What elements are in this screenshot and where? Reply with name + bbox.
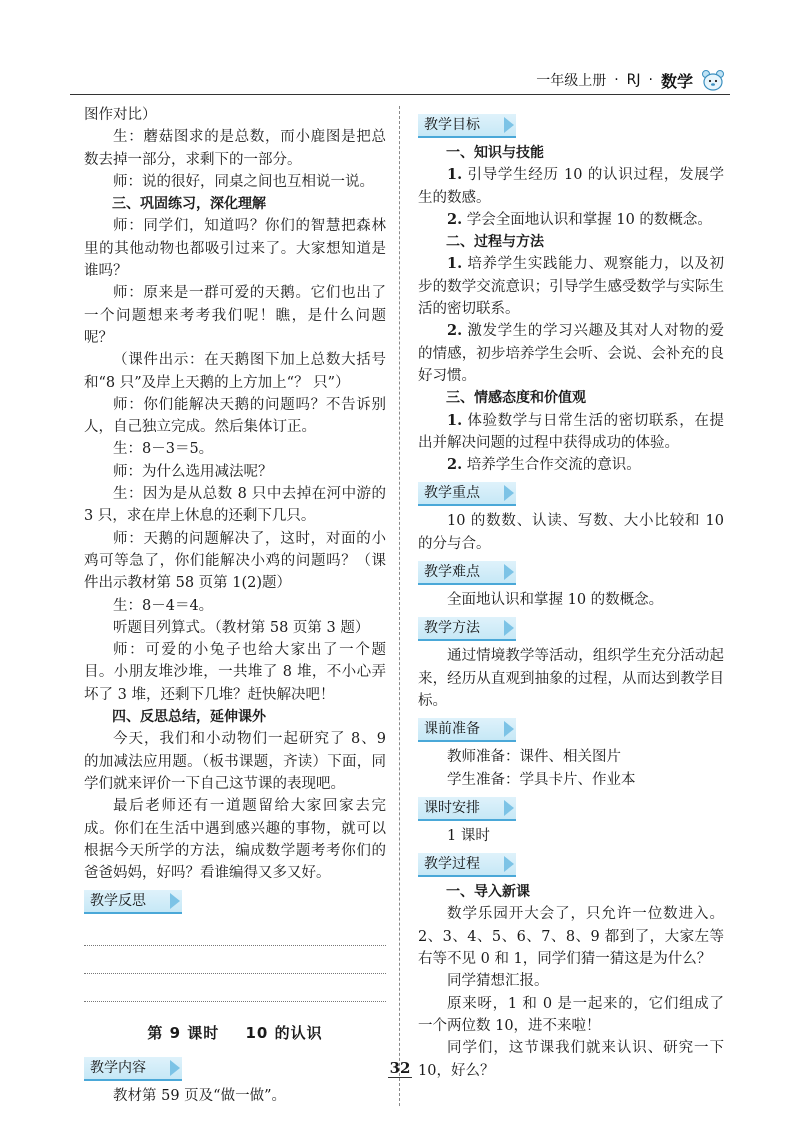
- paragraph: 师：为什么选用减法呢？: [113, 463, 273, 480]
- section-label-preparation: 课前准备: [418, 718, 516, 742]
- paragraph: 同学猜想汇报。: [447, 973, 549, 990]
- goal-text: 培养学生合作交流的意识。: [466, 457, 641, 474]
- section-heading: 一、导入新课: [446, 884, 530, 901]
- paragraph: 生：8－4＝4。: [113, 597, 214, 614]
- writing-line: [84, 972, 386, 974]
- paragraph: 同学们，这节课我们就来认识、研究一下 10，好么？: [418, 1040, 724, 1079]
- section-label-methods: 教学方法: [418, 617, 516, 641]
- goal-number: 2.: [447, 210, 463, 228]
- goal-number: 1.: [447, 255, 463, 273]
- paragraph: 师：你们能解决天鹅的问题吗？不告诉别人，自己独立完成。然后集体订正。: [84, 396, 386, 436]
- right-column: [418, 104, 724, 1082]
- paragraph: （课件出示：在天鹅图下加上总数大括号和“8 只”及岸上天鹅的上方加上“？ 只”）: [84, 352, 386, 391]
- section-heading: 一、知识与技能: [446, 145, 544, 161]
- section-label-schedule: 课时安排: [418, 797, 516, 821]
- goal-text: 引导学生经历 10 的认识过程，发展学生的数感。: [418, 167, 725, 206]
- page-number-text: 32: [389, 1059, 411, 1077]
- header-grade: 一年级上册: [536, 73, 607, 89]
- lesson-topic: 10 的认识: [245, 1024, 323, 1043]
- goal-text: 体验数学与日常生活的密切联系，在提出并解决问题的过程中获得成功的体验。: [418, 412, 725, 451]
- column-divider: [399, 106, 400, 1106]
- section-heading: 四、反思总结，延伸课外: [112, 709, 266, 726]
- paragraph: 通过情境教学等活动，组织学生充分活动起来，经历从直观到抽象的过程，从而达到教学目标。: [418, 648, 724, 709]
- writing-line: [84, 944, 386, 946]
- paragraph: 图作对比）: [84, 107, 157, 123]
- goal-number: 1.: [447, 166, 463, 184]
- section-label-goals: 教学目标: [418, 114, 516, 138]
- goal-number: 2.: [447, 456, 463, 474]
- section-label-key-points: 教学重点: [418, 482, 516, 506]
- header-subject: 数学: [660, 71, 693, 91]
- section-heading: 二、过程与方法: [446, 234, 544, 251]
- section-label-process: 教学过程: [418, 853, 516, 877]
- goal-text: 学会全面地认识和掌握 10 的数概念。: [466, 211, 712, 228]
- lesson-number: 第 9 课时: [147, 1024, 220, 1043]
- writing-line: [84, 1000, 386, 1002]
- paragraph: 生：蘑菇图求的是总数，而小鹿图是把总数去掉一部分，求剩下的一部分。: [84, 129, 386, 168]
- paragraph: 生：因为是从总数 8 只中去掉在河中游的 3 只，求在岸上休息的还剩下几只。: [84, 486, 386, 525]
- paragraph: 教师准备：课件、相关图片: [447, 749, 621, 766]
- running-header: [536, 68, 725, 92]
- paragraph: 最后老师还有一道题留给大家回家去完成。你们在生活中遇到感兴趣的事物，就可以根据今天所学的方法，编成数学题考考你们的爸爸妈妈，好吗？看谁编得又多又好。: [84, 798, 386, 882]
- paragraph: 原来呀，1 和 0 是一起来的，它们组成了一个两位数 10，进不来啦！: [418, 995, 724, 1034]
- header-separator: ·: [614, 72, 619, 88]
- goal-item: [418, 253, 724, 320]
- paragraph: 师：说的很好，同桌之间也互相说一说。: [113, 173, 374, 190]
- goal-number: 2.: [447, 322, 463, 340]
- goal-item: [418, 320, 724, 387]
- goal-text: 激发学生的学习兴趣及其对人对物的爱的情感，初步培养学生会听、会说、会补充的良好习惯。: [418, 323, 725, 384]
- paragraph: 师：原来是一群可爱的天鹅。它们也出了一个问题想来考考我们呢！瞧，是什么问题呢？: [84, 285, 386, 346]
- paragraph: 全面地认识和掌握 10 的数概念。: [447, 592, 664, 609]
- goal-item: [418, 410, 724, 455]
- paragraph: 1 课时: [447, 827, 490, 844]
- header-rule: [70, 94, 730, 95]
- paragraph: 师：可爱的小兔子也给大家出了一个题目。小朋友堆沙堆，一共堆了 8 堆，不小心弄坏了 3 堆，还剩下几堆？赶快解决吧！: [84, 642, 386, 703]
- goal-item: [418, 209, 724, 231]
- paragraph: 生：8－3＝5。: [113, 441, 214, 458]
- paragraph: 学生准备：学具卡片、作业本: [447, 771, 636, 788]
- section-label-content: 教学内容: [84, 1057, 182, 1081]
- goal-item: [418, 164, 724, 209]
- goal-number: 1.: [447, 411, 463, 429]
- left-column: [84, 104, 386, 1108]
- header-separator: ·: [648, 72, 653, 88]
- paragraph: 师：天鹅的问题解决了，这时，对面的小鸡可等急了，你们能解决小鸡的问题吗？（课件出示教材第 58 页第 1(2)题）: [84, 530, 386, 592]
- lesson-title: [84, 1022, 386, 1043]
- paragraph: 师：同学们，知道吗？你们的智慧把森林里的其他动物也都吸引过来了。大家想知道是谁吗？: [84, 218, 386, 280]
- goal-text: 培养学生实践能力、观察能力，以及初步的数学交流意识；引导学生感受数学与实际生活的密切联系。: [418, 256, 725, 318]
- paragraph: 数学乐园开大会了，只允许一位数进入。2、3、4、5、6、7、8、9 都到了，大家左等右等不见 0 和 1，同学们猜一猜这是为什么？: [418, 906, 724, 968]
- paragraph: 教材第 59 页及“做一做”。: [113, 1088, 286, 1105]
- paragraph: 10 的数数、认读、写数、大小比较和 10 的分与合。: [418, 513, 724, 552]
- paragraph: 听题目列算式。（教材第 58 页第 3 题）: [113, 619, 370, 636]
- goal-item: [418, 454, 724, 476]
- section-label-reflection: 教学反思: [84, 890, 182, 914]
- page-number: [0, 1059, 800, 1077]
- section-heading: 三、巩固练习，深化理解: [112, 196, 266, 213]
- paragraph: 今天，我们和小动物们一起研究了 8、9 的加减法应用题。（板书课题，齐读）下面，同学们就来评价一下自己这节课的表现吧。: [84, 731, 386, 792]
- header-edition: RJ: [626, 72, 641, 88]
- bear-mascot-icon: [701, 69, 725, 91]
- section-label-difficulties: 教学难点: [418, 561, 516, 585]
- section-heading: 三、情感态度和价值观: [446, 390, 586, 407]
